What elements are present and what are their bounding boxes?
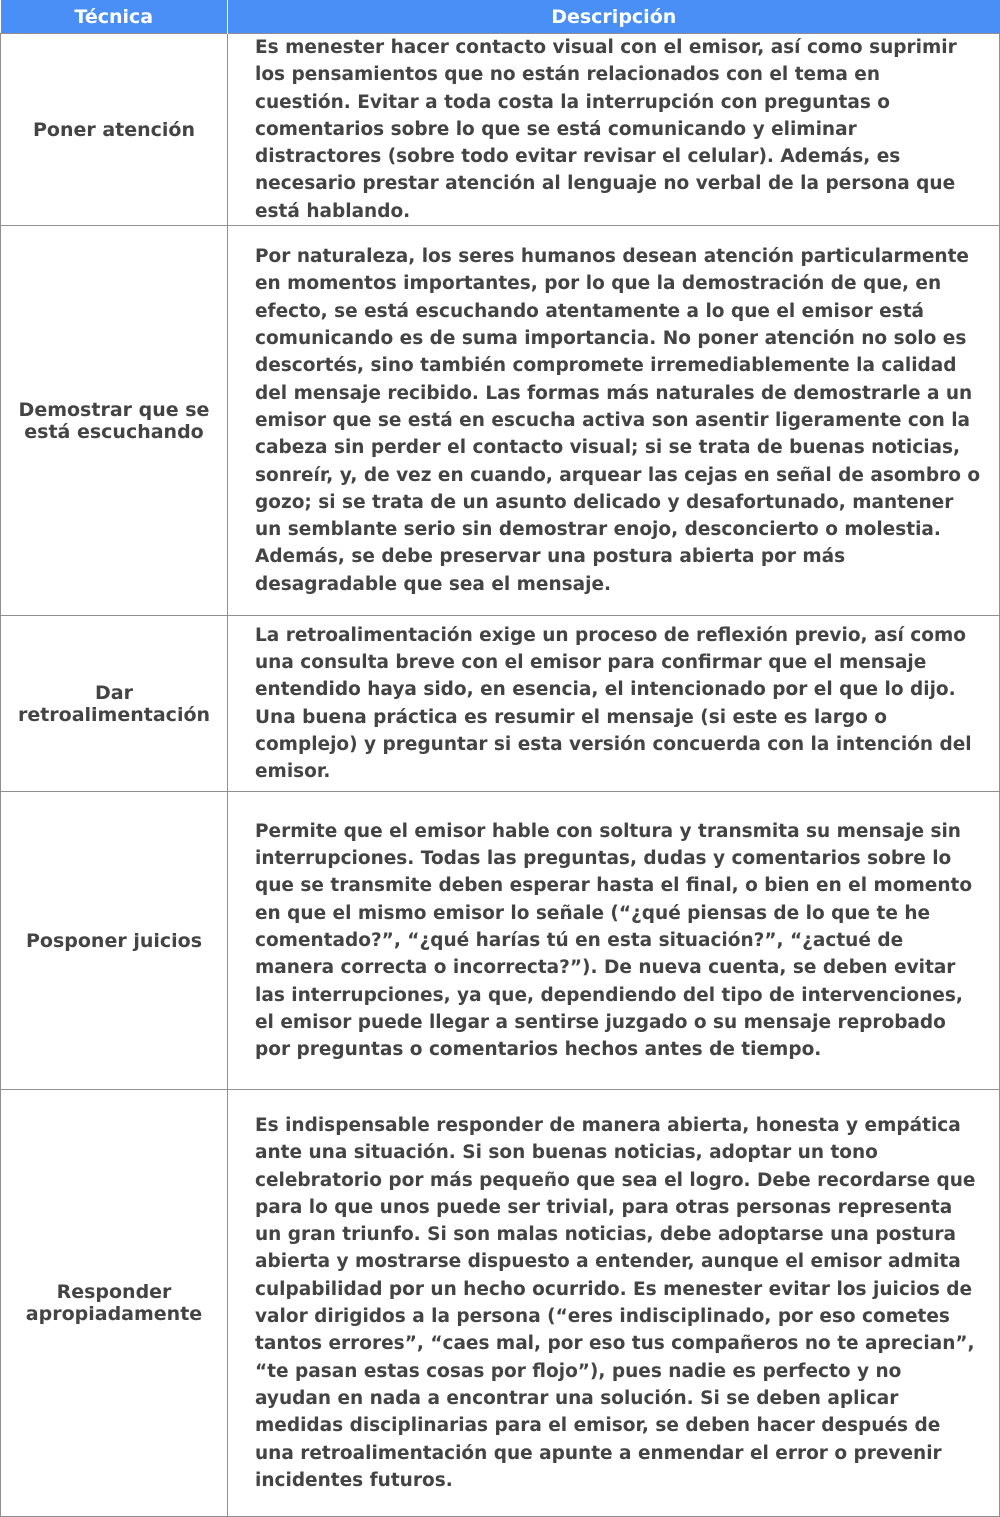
technique-description: Es indispensable responder de manera abierta, honesta y empática ante una situación. Si son buenas noticias, adoptar un tono celebratorio por más pequeño que sea el logro. Debe recordarse que para lo que unos puede ser trivial, para otras personas representa un gran triunfo. Si son malas noticias, debe adoptarse una postura abierta y mostrarse dispuesto a entender, aunque el emisor admita culpabilidad por un hecho ocurrido. Es menester evitar los juicios de valor dirigidos a la persona (“eres indisciplinado, por eso cometes tantos errores”, “caes mal, por eso tus compañeros no te aprecian”, “te pasan estas cosas por flojo”), pues nadie es perfecto y no ayudan en nada a encontrar una solución. Si se deben aplicar medidas disciplinarias para el emisor, se deben hacer después de una retroalimentación que apunte a enmendar el error o prevenir incidentes futuros. [228, 1090, 1000, 1517]
table-row [1, 1090, 1000, 1517]
technique-name: Dar retroalimentación [1, 616, 228, 792]
table-header [1, 0, 1000, 34]
technique-description: Por naturaleza, los seres humanos desean atención particularmente en momentos importantes, por lo que la demostración de que, en efecto, se está escuchando atentamente a lo que el emisor está comunicando es de suma importancia. No poner atención no solo es descortés, sino también compromete irremediablemente la calidad del mensaje recibido. Las formas más naturales de demostrarle a un emisor que se está en escucha activa son asentir ligeramente con la cabeza sin perder el contacto visual; si se trata de buenas noticias, sonreír, y, de vez en cuando, arquear las cejas en señal de asombro o gozo; si se trata de un asunto delicado y desafortunado, mantener un semblante serio sin demostrar enojo, desconcierto o molestia. Además, se debe preservar una postura abierta por más desagradable que sea el mensaje. [228, 226, 1000, 616]
table-row [1, 792, 1000, 1090]
technique-description: Es menester hacer contacto visual con el emisor, así como suprimir los pensamientos que no están relacionados con el tema en cuestión. Evitar a toda costa la interrupción con preguntas o comentarios sobre lo que se está comunicando y eliminar distractores (sobre todo evitar revisar el celular). Además, es necesario prestar atención al lenguaje no verbal de la persona que está hablando. [228, 34, 1000, 226]
technique-name: Posponer juicios [1, 792, 228, 1090]
technique-name: Demostrar que se está escuchando [1, 226, 228, 616]
table-row [1, 616, 1000, 792]
header-row [1, 0, 1000, 34]
technique-description: Permite que el emisor hable con soltura y transmita su mensaje sin interrupciones. Todas las preguntas, dudas y comentarios sobre lo que se transmite deben esperar hasta el final, o bien en el momento en que el mismo emisor lo señale (“¿qué piensas de lo que te he comentado?”, “¿qué harías tú en esta situación?”, “¿actué de manera correcta o incorrecta?”). De nueva cuenta, se deben evitar las interrupciones, ya que, dependiendo del tipo de intervenciones, el emisor puede llegar a sentirse juzgado o su mensaje reprobado por preguntas o comentarios hechos antes de tiempo. [228, 792, 1000, 1090]
technique-name: Poner atención [1, 34, 228, 226]
table-row [1, 34, 1000, 226]
table-row [1, 226, 1000, 616]
header-tecnica: Técnica [1, 0, 228, 34]
table-body [1, 34, 1000, 1517]
technique-description: La retroalimentación exige un proceso de reflexión previo, así como una consulta breve con el emisor para confirmar que el mensaje entendido haya sido, en esencia, el intencionado por el que lo dijo. Una buena práctica es resumir el mensaje (si este es largo o complejo) y preguntar si esta versión concuerda con la intención del emisor. [228, 616, 1000, 792]
header-descripcion: Descripción [228, 0, 1000, 34]
technique-name: Responder apropiadamente [1, 1090, 228, 1517]
